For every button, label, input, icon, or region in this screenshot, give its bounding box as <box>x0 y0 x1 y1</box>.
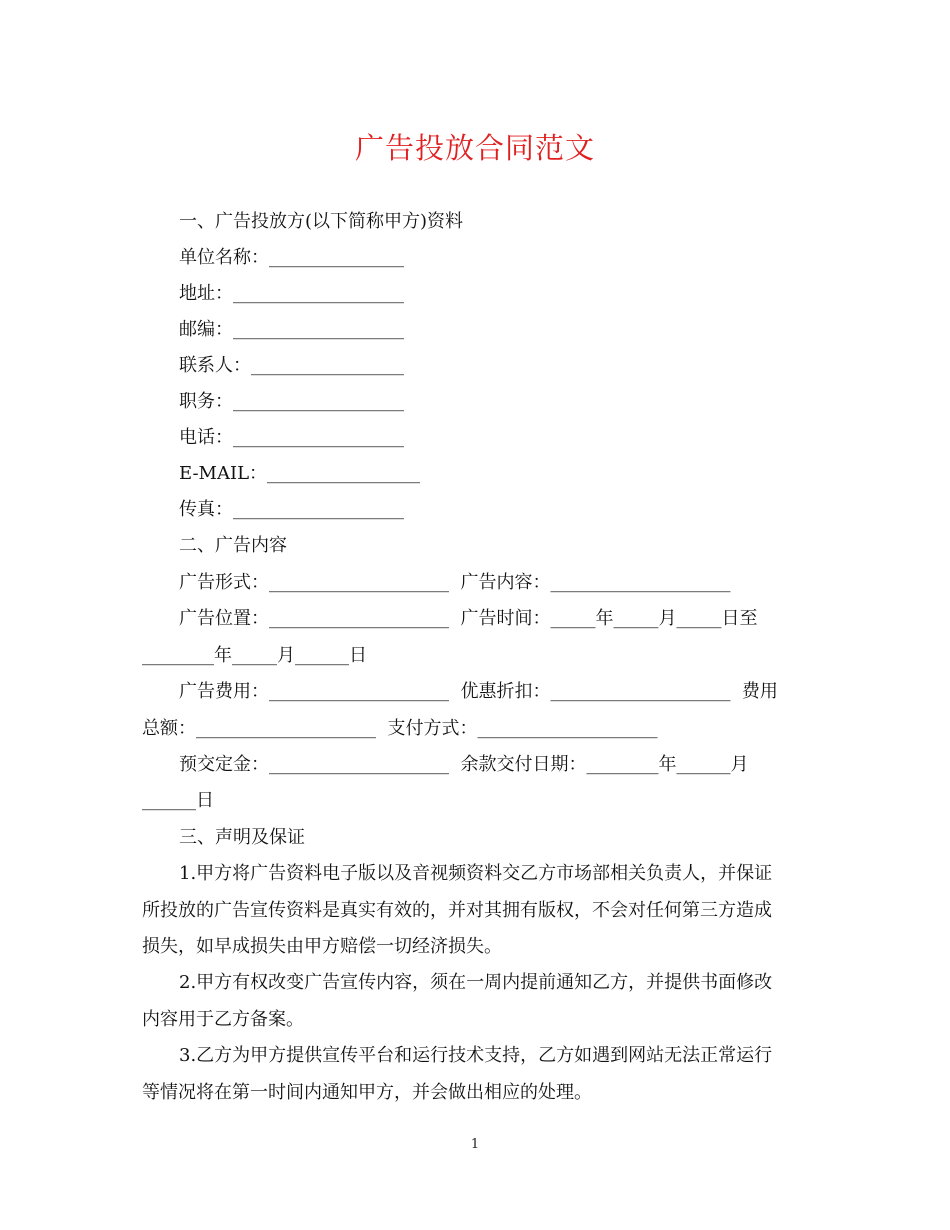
section-2-heading: 二、广告内容 <box>179 535 287 556</box>
ad-fee-discount-line: 广告费用：____________________ 优惠折扣：____________________ 费用 <box>179 681 778 702</box>
field-phone: 电话：___________________ <box>179 427 404 448</box>
clause-2-line-1: 2.甲方有权改变广告宣传内容，须在一周内提前通知乙方，并提供书面修改 <box>179 972 773 993</box>
page-number: 1 <box>470 1137 480 1152</box>
field-contact: 联系人：_________________ <box>179 355 404 376</box>
clause-3-line-1: 3.乙方为甲方提供宣传平台和运行技术支持，乙方如遇到网站无法正常运行 <box>179 1045 773 1066</box>
field-address: 地址：___________________ <box>179 283 404 304</box>
document-title: 广告投放合同范文 <box>354 131 595 165</box>
total-fee-payment-line: 总额：____________________ 支付方式：____________________ <box>142 718 658 739</box>
section-1-heading: 一、广告投放方(以下简称甲方)资料 <box>179 211 464 232</box>
deposit-balance-line: 预交定金：____________________ 余款交付日期：________年______月 <box>179 754 749 775</box>
clause-3-line-2: 等情况将在第一时间内通知甲方，并会做出相应的处理。 <box>142 1082 592 1103</box>
field-email: E-MAIL：_________________ <box>179 463 421 484</box>
clause-2-line-2: 内容用于乙方备案。 <box>142 1009 304 1030</box>
field-company-name: 单位名称：_______________ <box>179 247 404 268</box>
field-position: 职务：___________________ <box>179 391 404 412</box>
field-fax: 传真：___________________ <box>179 499 404 520</box>
section-3-heading: 三、声明及保证 <box>179 827 305 848</box>
ad-form-content-line: 广告形式：____________________ 广告内容：____________________ <box>179 572 731 593</box>
ad-time-end-line: ________年_____月______日 <box>142 645 367 666</box>
clause-1-line-3: 损失，如早成损失由甲方赔偿一切经济损失。 <box>142 936 502 957</box>
clause-1-line-2: 所投放的广告宣传资料是真实有效的，并对其拥有版权，不会对任何第三方造成 <box>142 900 772 921</box>
balance-date-end-line: ______日 <box>142 790 214 811</box>
field-postcode: 邮编：___________________ <box>179 319 404 340</box>
ad-position-time-line: 广告位置：____________________ 广告时间：_____年_____月_____日至 <box>179 608 758 629</box>
clause-1-line-1: 1.甲方将广告资料电子版以及音视频资料交乙方市场部相关负责人，并保证 <box>179 863 773 884</box>
